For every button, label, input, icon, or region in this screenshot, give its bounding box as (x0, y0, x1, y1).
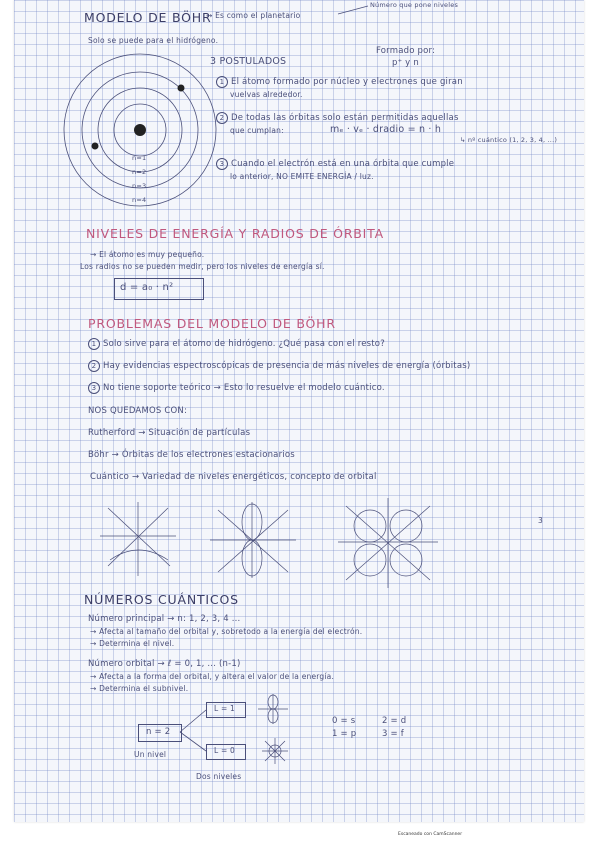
postulates-title: 3 POSTULADOS (210, 56, 287, 67)
l-orbital-line: Número orbital → ℓ = 0, 1, ... (n-1) (88, 659, 241, 669)
postulate-3-cont: lo anterior, NO EMITE ENERGÍA / luz. (230, 172, 374, 181)
quedamos-label: NOS QUEDAMOS CON: (88, 406, 188, 416)
orbital-sketch-1 (98, 500, 178, 580)
un-nivel-label: Un nivel (134, 750, 167, 759)
map-0: 0 = s (332, 716, 356, 726)
formed-by-values: p⁺ y n (392, 58, 419, 68)
cuanticos-title: NÚMEROS CUÁNTICOS (84, 592, 239, 607)
orbit-label-1: n=1 (132, 154, 147, 162)
bohr-hydrogen-note: Solo se puede para el hidrógeno. (88, 36, 219, 45)
l-bullet-2: → Determina el subnivel. (90, 684, 189, 693)
niveles-title: NIVELES DE ENERGÍA Y RADIOS DE ÓRBITA (86, 226, 384, 241)
problema-2: 2 Hay evidencias espectroscópicas de presencia de más niveles de energía (órbitas) (88, 360, 470, 372)
postulate-2: 2 De todas las órbitas solo están permitidas aquellas (216, 112, 459, 124)
camscanner-footer: Escaneado con CamScanner (398, 832, 463, 837)
map-2: 2 = d (382, 716, 407, 726)
tree-branches (180, 708, 210, 758)
niveles-formula: d = a₀ · n² (120, 282, 174, 293)
formed-by-label: Formado por: (376, 46, 436, 56)
page-number: 3 (538, 516, 543, 525)
postulate-2-note: ↳ nº cuántico (1, 2, 3, 4, ...) (460, 136, 558, 144)
map-3: 3 = f (382, 729, 404, 739)
cuantico-line: Cuántico → Variedad de niveles energéticos, concepto de orbital (90, 472, 377, 482)
n-bullet-1: → Afecta al tamaño del orbital y, sobretodo a la energía del electrón. (90, 627, 363, 636)
problemas-title: PROBLEMAS DEL MODELO DE BÖHR (88, 316, 336, 331)
postulate-3: 3 Cuando el electrón está en una órbita que cumple (216, 158, 454, 170)
n-principal-line: Número principal → n: 1, 2, 3, 4 ... (88, 614, 241, 624)
tree-l1-label: L = 1 (214, 704, 236, 713)
s-orbital-icon (262, 738, 288, 764)
niveles-line-1: → El átomo es muy pequeño. (90, 250, 205, 259)
note-arrow (338, 6, 348, 16)
tree-root-label: n = 2 (146, 727, 171, 737)
orbital-sketch-3 (338, 498, 438, 588)
postulate-1-cont: vuelvas alrededor. (230, 90, 303, 99)
bohr-line: Böhr → Órbitas de los electrones estacionarios (88, 450, 295, 460)
orbit-label-3: n=3 (132, 182, 147, 190)
tree-l0-label: L = 0 (214, 746, 236, 755)
rutherford-line: Rutherford → Situación de partículas (88, 428, 251, 438)
problema-3: 3 No tiene soporte teórico → Esto lo resuelve el modelo cuántico. (88, 382, 385, 394)
postulate-2-formula: mₑ · vₑ · dradio = n · h (330, 124, 442, 135)
n-bullet-2: → Determina el nivel. (90, 639, 175, 648)
orbit-label-2: n=2 (132, 168, 147, 176)
orbital-sketch-2 (208, 500, 298, 580)
orbit-label-4: n=4 (132, 196, 147, 204)
p-orbital-icon (258, 694, 288, 724)
bohr-number-note: Número que pone niveles (370, 1, 459, 9)
problema-1: 1 Solo sirve para el átomo de hidrógeno. ¿Qué pasa con el resto? (88, 338, 385, 350)
dos-niveles-label: Dos niveles (196, 772, 242, 781)
postulate-1: 1 El átomo formado por núcleo y electrones que giran (216, 76, 463, 88)
bohr-arrow-note: → Es como el planetario (206, 11, 301, 20)
l-bullet-1: → Afecta a la forma del orbital, y altera el valor de la energía. (90, 672, 335, 681)
map-1: 1 = p (332, 729, 357, 739)
bohr-title: MODELO DE BÖHR (84, 10, 212, 25)
niveles-line-2: Los radios no se pueden medir, pero los niveles de energía sí. (80, 262, 325, 271)
postulate-2-cont: que cumplan: (230, 126, 284, 135)
